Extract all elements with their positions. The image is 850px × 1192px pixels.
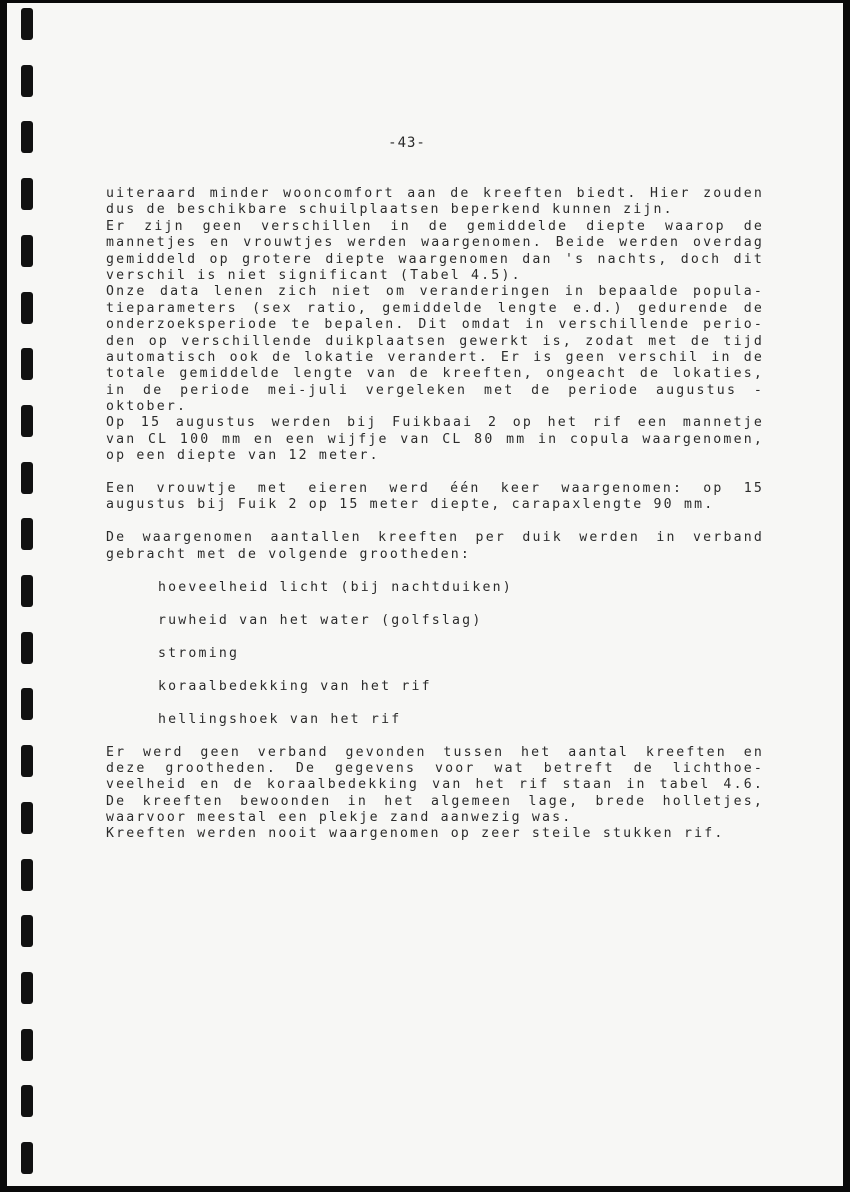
text-line: onderzoeksperiode te bepalen. Dit omdat in verschillende perio- [106,317,764,333]
paragraph-3 [106,284,764,415]
text-line: tieparameters (sex ratio, gemiddelde lengte e.d.) gedurende de [106,300,764,316]
body-text [106,186,764,843]
text-line: Er zijn geen verschillen in de gemiddelde diepte waarop de [106,218,764,234]
binding-hole-mark [21,1085,33,1117]
binding-hole-mark [21,8,33,40]
paragraph-2 [106,219,764,285]
document-page [7,3,843,1186]
binding-hole-mark [21,405,33,437]
text-line: veelheid en de koraalbedekking van het rif staan in tabel 4.6. [106,777,764,793]
text-line: augustus bij Fuik 2 op 15 meter diepte, carapaxlengte 90 mm. [106,497,715,513]
text-line: oktober. [106,399,188,415]
text-line: dus de beschikbare schuilplaatsen beperkend kunnen zijn. [106,202,674,218]
paragraph-4 [106,415,764,464]
binding-hole-mark [21,178,33,210]
list-item: stroming [158,645,240,661]
binding-hole-mark [21,462,33,494]
binding-hole-mark [21,575,33,607]
text-line: van CL 100 mm en een wijfje van CL 80 mm in copula waargenomen, [106,431,764,447]
text-line: Onze data lenen zich niet om veranderingen in bepaalde popula- [106,284,764,300]
binding-hole-mark [21,915,33,947]
binding-hole-mark [21,972,33,1004]
text-line: waarvoor meestal een plekje zand aanwezig was. [106,810,573,826]
binding-hole-mark [21,632,33,664]
list-item: koraalbedekking van het rif [158,678,432,694]
paragraph-5 [106,481,764,514]
list-item: hellingshoek van het rif [158,711,402,727]
binding-hole-mark [21,859,33,891]
text-line: totale gemiddelde lengte van de kreeften, ongeacht de lokaties, [106,366,764,382]
text-line: Op 15 augustus werden bij Fuikbaai 2 op het rif een mannetje [106,415,764,431]
binding-hole-mark [21,688,33,720]
text-line: Kreeften werden nooit waargenomen op zeer steile stukken rif. [106,826,725,842]
text-line: Een vrouwtje met eieren werd één keer waargenomen: op 15 [106,481,764,497]
binding-hole-mark [21,235,33,267]
text-line: deze grootheden. De gegevens voor wat betreft de lichthoe- [106,760,764,776]
list-item: hoeveelheid licht (bij nachtduiken) [158,579,513,595]
text-line: den op verschillende duikplaatsen gewerkt is, zodat met de tijd [106,333,764,349]
list-item: ruwheid van het water (golfslag) [158,612,483,628]
text-line: verschil is niet significant (Tabel 4.5). [106,267,522,283]
text-line: gebracht met de volgende grootheden: [106,546,472,562]
binding-hole-mark [21,292,33,324]
variable-list [106,580,764,728]
text-line: in de periode mei-juli vergeleken met de periode augustus - [106,382,764,398]
binding-hole-mark [21,1142,33,1174]
binding-hole-mark [21,745,33,777]
text-line: De kreeften bewoonden in het algemeen lage, brede holletjes, [106,793,764,809]
binding-hole-mark [21,348,33,380]
text-line: mannetjes en vrouwtjes werden waargenomen. Beide werden overdag [106,235,764,251]
text-line: op een diepte van 12 meter. [106,448,380,464]
paragraph-1 [106,186,764,219]
text-line: gemiddeld op grotere diepte waargenomen dan 's nachts, doch dit [106,251,764,267]
closing-paragraphs [106,745,764,843]
text-line: automatisch ook de lokatie verandert. Er is geen verschil in de [106,349,764,365]
binding-hole-mark [21,802,33,834]
text-line: uiteraard minder wooncomfort aan de kreeften biedt. Hier zouden [106,186,764,201]
page-number: -43- [388,135,426,151]
text-line: Er werd geen verband gevonden tussen het aantal kreeften en [106,744,764,760]
binding-hole-mark [21,518,33,550]
binding-hole-mark [21,65,33,97]
binding-hole-mark [21,1029,33,1061]
text-line: De waargenomen aantallen kreeften per duik werden in verband [106,530,764,546]
paragraph-6 [106,530,764,563]
